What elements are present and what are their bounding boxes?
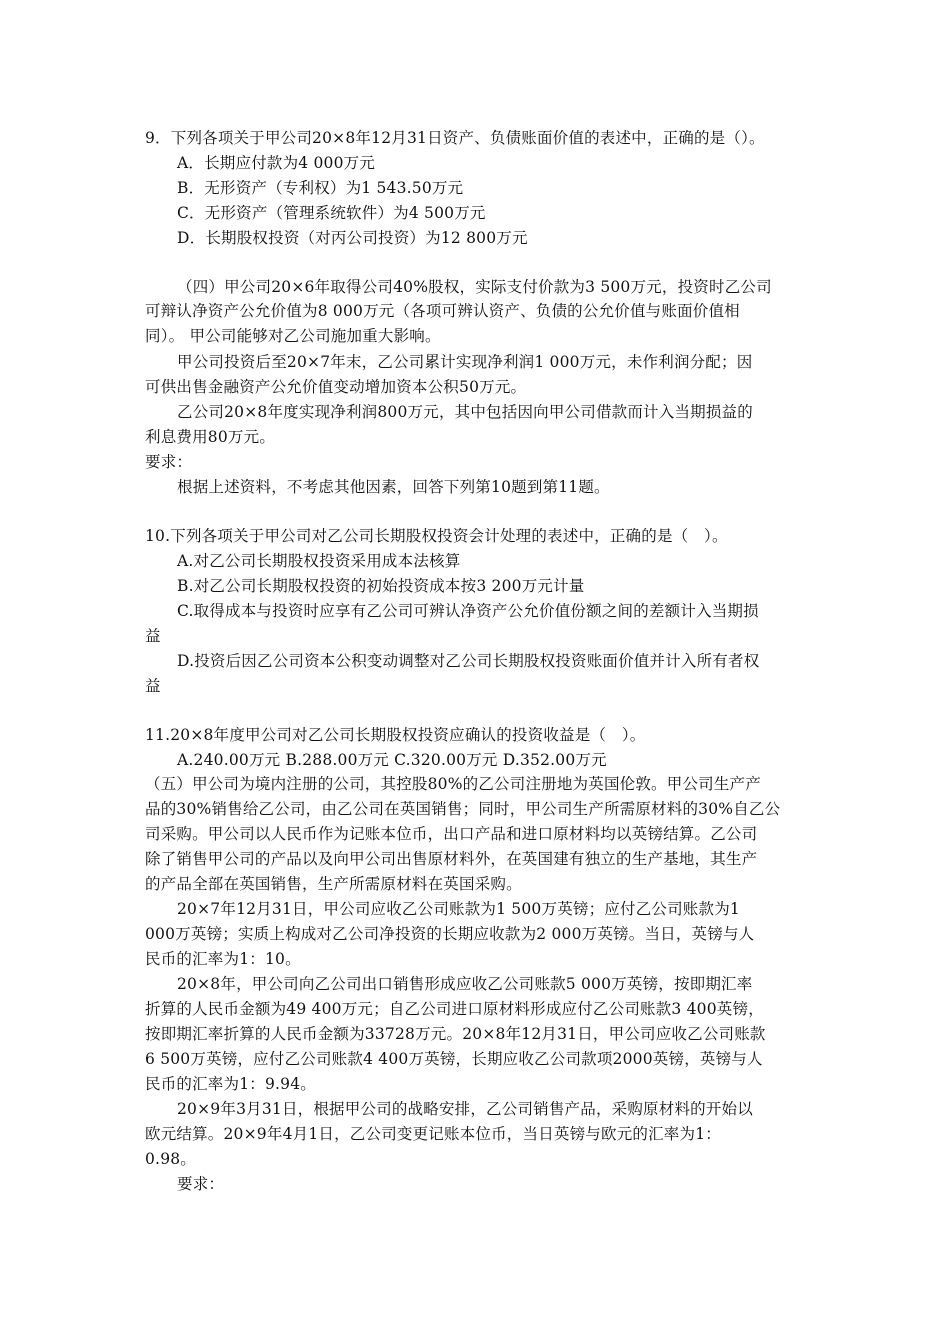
section-5-line: 0.98。 bbox=[145, 1150, 197, 1168]
question-10-option-d-cont: 益 bbox=[145, 677, 161, 695]
section-5-line: 20×9年3月31日，根据甲公司的战略安排，乙公司销售产品，采购原材料的开始以 bbox=[177, 1100, 753, 1118]
section-4-line: 同）。 甲公司能够对乙公司施加重大影响。 bbox=[145, 327, 441, 345]
section-5-line: 20×8年，甲公司向乙公司出口销售形成应收乙公司账款5 000万英镑，按即期汇率 bbox=[177, 975, 753, 993]
question-9-option-d: D．长期股权投资（对丙公司投资）为12 800万元 bbox=[177, 229, 528, 247]
section-4-line: 利息费用80万元。 bbox=[145, 428, 276, 446]
question-11-options: A.240.00万元 B.288.00万元 C.320.00万元 D.352.00万元 bbox=[177, 751, 607, 769]
section-4-requirement-label: 要求： bbox=[145, 453, 193, 471]
question-10-option-c: C.取得成本与投资时应享有乙公司可辨认净资产公允价值份额之间的差额计入当期损 bbox=[177, 602, 759, 620]
section-5-line: 的产品全部在英国销售，生产所需原材料在英国采购。 bbox=[145, 875, 522, 893]
question-9-stem: 9．下列各项关于甲公司20×8年12月31日资产、负债账面价值的表述中，正确的是（）。 bbox=[145, 129, 765, 147]
section-5-line: 品的30%销售给乙公司，由乙公司在英国销售；同时，甲公司生产所需原材料的30%自乙公 bbox=[145, 800, 781, 818]
question-10-option-a: A.对乙公司长期股权投资采用成本法核算 bbox=[177, 552, 461, 570]
question-9-option-a: A．长期应付款为4 000万元 bbox=[177, 154, 376, 172]
question-10-option-d: D.投资后因乙公司资本公积变动调整对乙公司长期股权投资账面价值并计入所有者权 bbox=[177, 652, 760, 670]
section-5-line: 民币的汇率为1：10。 bbox=[145, 950, 301, 968]
section-4-line: （四）甲公司20×6年取得公司40%股权，实际支付价款为3 500万元，投资时乙公司 bbox=[177, 278, 772, 296]
section-4-line: 可辩认净资产公允价值为8 000万元（各项可辨认资产、负债的公允价值与账面价值相 bbox=[145, 302, 740, 320]
question-10-stem: 10.下列各项关于甲公司对乙公司长期股权投资会计处理的表述中，正确的是（ ）。 bbox=[145, 527, 728, 545]
section-5-line: 折算的人民币金额为49 400万元；自乙公司进口原材料形成应付乙公司账款3 400英镑， bbox=[145, 1000, 764, 1018]
section-4-line: 甲公司投资后至20×7年末，乙公司累计实现净利润1 000万元，未作利润分配；因 bbox=[177, 353, 753, 371]
question-9-option-b: B．无形资产（专利权）为1 543.50万元 bbox=[177, 179, 464, 197]
section-5-line: 6 500万英镑，应付乙公司账款4 400万英镑，长期应收乙公司款项2000英镑，英镑与人 bbox=[145, 1050, 763, 1068]
section-5-requirement-label: 要求： bbox=[177, 1175, 225, 1193]
question-9-option-c: C．无形资产（管理系统软件）为4 500万元 bbox=[177, 204, 486, 222]
question-10-option-c-cont: 益 bbox=[145, 627, 161, 645]
section-4-line: 可供出售金融资产公允价值变动增加资本公积50万元。 bbox=[145, 378, 527, 396]
section-5-line: （五）甲公司为境内注册的公司，其控股80%的乙公司注册地为英国伦敦。甲公司生产产 bbox=[145, 775, 761, 793]
section-5-line: 000万英镑；实质上构成对乙公司净投资的长期应收款为2 000万英镑。当日，英镑与人 bbox=[145, 925, 755, 943]
question-11-stem: 11.20×8年度甲公司对乙公司长期股权投资应确认的投资收益是（ ）。 bbox=[145, 726, 646, 744]
section-5-line: 欧元结算。20×9年4月1日，乙公司变更记账本位币，当日英镑与欧元的汇率为1： bbox=[145, 1125, 721, 1143]
section-5-line: 除了销售甲公司的产品以及向甲公司出售原材料外，在英国建有独立的生产基地，其生产 bbox=[145, 850, 758, 868]
question-10-option-b: B.对乙公司长期股权投资的初始投资成本按3 200万元计量 bbox=[177, 577, 585, 595]
section-4-line: 根据上述资料，不考虑其他因素，回答下列第10题到第11题。 bbox=[177, 478, 610, 496]
section-5-line: 20×7年12月31日，甲公司应收乙公司账款为1 500万英镑；应付乙公司账款为1 bbox=[177, 900, 740, 918]
section-5-line: 民币的汇率为1：9.94。 bbox=[145, 1075, 316, 1093]
section-5-line: 按即期汇率折算的人民币金额为33728万元。20×8年12月31日，甲公司应收乙公司账款 bbox=[145, 1025, 766, 1043]
section-5-line: 司采购。甲公司以人民币作为记账本位币，出口产品和进口原材料均以英镑结算。乙公司 bbox=[145, 825, 758, 843]
section-4-line: 乙公司20×8年度实现净利润800万元，其中包括因向甲公司借款而计入当期损益的 bbox=[177, 403, 753, 421]
